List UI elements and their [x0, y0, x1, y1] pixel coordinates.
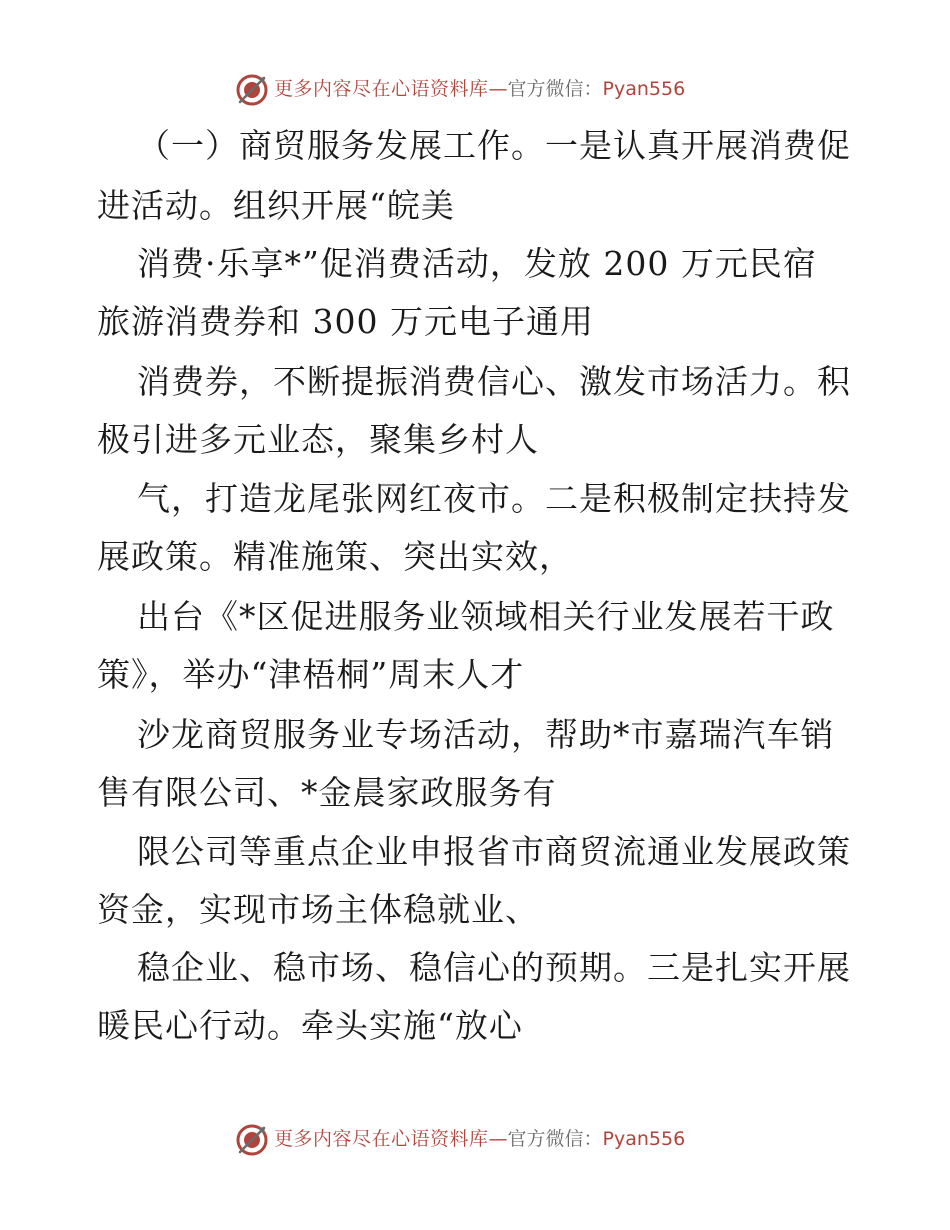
banner-label: 更多内容尽在心语资料库: [274, 1128, 489, 1150]
paragraph-line: 沙龙商贸服务业专场活动，帮助*市嘉瑞汽车销: [137, 715, 835, 754]
paragraph-line: 暖民心行动。牵头实施“放心: [97, 1006, 523, 1045]
banner-separator: —: [488, 1128, 508, 1150]
banner-text: [274, 76, 685, 102]
quill-seal-icon: [234, 72, 270, 108]
paragraph-line: 出台《*区促进服务业领域相关行业发展若干政: [137, 597, 835, 636]
banner-text: [274, 1126, 685, 1152]
paragraph-line: 展政策。精准施策、突出实效，: [97, 537, 573, 576]
paragraph-line: 策》，举办“津梧桐”周末人才: [97, 655, 525, 694]
quill-seal-icon: [234, 1122, 270, 1158]
paragraph-line: 售有限公司、*金晨家政服务有: [97, 773, 557, 812]
paragraph-line: 进活动。组织开展“皖美: [97, 186, 455, 225]
banner-official: 官方微信：: [507, 78, 603, 100]
paragraph-line: 消费券，不断提振消费信心、激发市场活力。积: [137, 362, 851, 401]
banner-wechat-id: Pyan556: [602, 1128, 686, 1150]
footer-banner: [0, 1120, 950, 1160]
paragraph-line: 气，打造龙尾张网红夜市。二是积极制定扶持发: [137, 479, 851, 518]
paragraph-line: 限公司等重点企业申报省市商贸流通业发展政策: [137, 832, 851, 871]
banner-separator: —: [488, 78, 508, 100]
paragraph-line: 消费·乐享*”促消费活动，发放 200 万元民宿: [137, 244, 817, 283]
banner-wechat-id: Pyan556: [602, 78, 686, 100]
paragraph-line: 资金，实现市场主体稳就业、: [97, 890, 539, 929]
paragraph-line: 旅游消费券和 300 万元电子通用: [97, 302, 594, 341]
paragraph-line: （一）商贸服务发展工作。一是认真开展消费促: [137, 126, 851, 165]
paragraph-line: 稳企业、稳市场、稳信心的预期。三是扎实开展: [137, 948, 851, 987]
header-banner: [0, 70, 950, 110]
banner-official: 官方微信：: [507, 1128, 603, 1150]
banner-label: 更多内容尽在心语资料库: [274, 78, 489, 100]
paragraph-line: 极引进多元业态，聚集乡村人: [97, 420, 539, 459]
